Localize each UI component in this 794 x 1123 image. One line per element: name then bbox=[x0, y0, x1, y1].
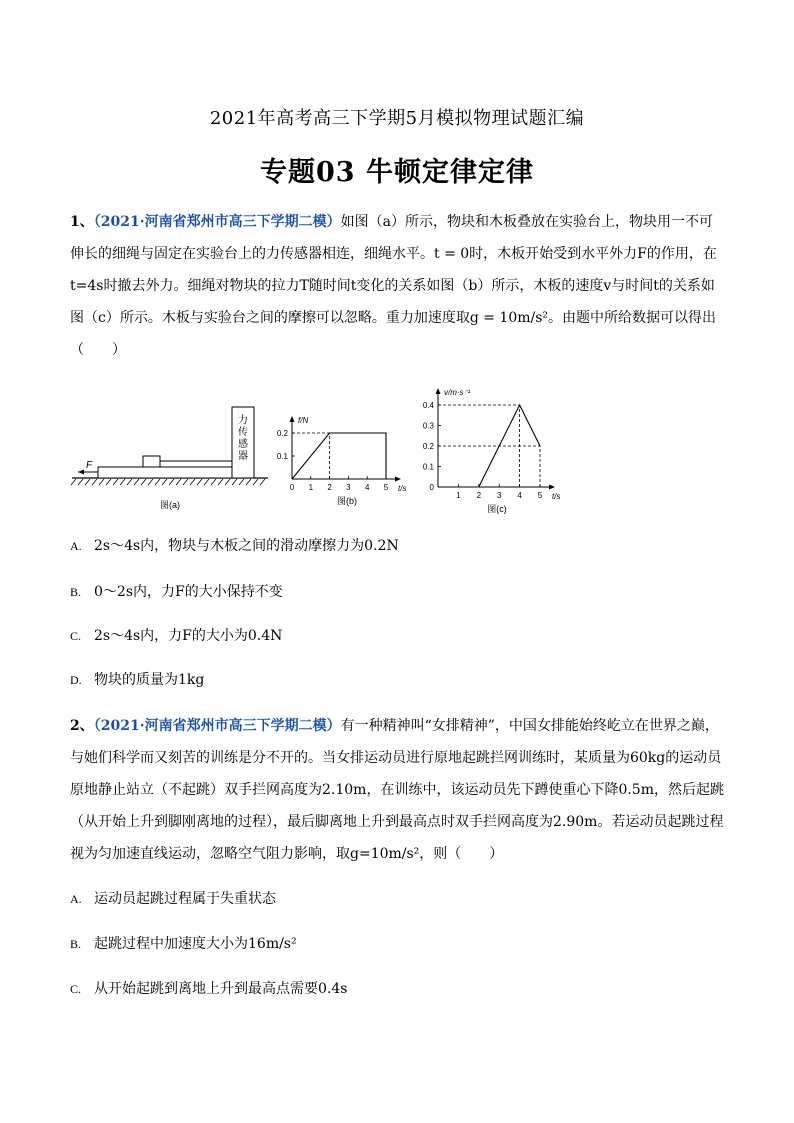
x-axis-arrow bbox=[395, 477, 401, 482]
y-tick-label: 0 bbox=[429, 483, 434, 492]
option-text: 2s～4s内，力F的大小为0.4N bbox=[94, 628, 283, 644]
option-c bbox=[70, 979, 730, 999]
y-tick-label: 0.1 bbox=[422, 462, 434, 472]
question-1-source: （2021·河南省郑州市高三下学期二模） bbox=[93, 214, 341, 230]
force-label: F bbox=[86, 460, 93, 471]
question-1-line: 伸长的细绳与固定在实验台上的力传感器相连，细绳水平。t = 0时，木板开始受到水平外力F的作用，在 bbox=[70, 246, 717, 262]
figure-caption: 图(c) bbox=[487, 504, 507, 514]
option-c bbox=[70, 626, 730, 646]
option-text: 2s～4s内，物块与木板之间的滑动摩擦力为0.2N bbox=[94, 538, 399, 554]
x-axis-arrow bbox=[549, 485, 555, 490]
y-tick-label: 0.3 bbox=[422, 421, 434, 431]
option-label: C. bbox=[70, 982, 82, 996]
x-tick-label: 5 bbox=[383, 483, 389, 492]
option-text: 0～2s内，力F的大小保持不变 bbox=[94, 584, 283, 600]
question-2-source: （2021·河南省郑州市高三下学期二模） bbox=[93, 718, 341, 734]
sensor-label: 力传感器 bbox=[238, 415, 248, 462]
question-1-line: t=4s时撤去外力。细绳对物块的拉力T随时间t变化的关系如图（b）所示，木板的速度v与时间t的关系如 bbox=[70, 278, 715, 294]
figure-c-chart bbox=[412, 388, 567, 517]
question-1-number: 1、 bbox=[70, 214, 94, 230]
question-2-line: （从开始上升到脚刚离地的过程），最后脚离地上升到最高点时双手拦网高度为2.90m。若运动员起跳过程 bbox=[70, 814, 724, 830]
y-tick-label: 0.2 bbox=[276, 429, 288, 438]
x-tick-label: 2 bbox=[327, 483, 332, 492]
option-a bbox=[70, 536, 730, 556]
question-1-line: （ ） bbox=[70, 342, 126, 358]
x-axis-label: t/s bbox=[398, 484, 407, 493]
option-b bbox=[70, 934, 730, 954]
x-tick-label: 3 bbox=[496, 491, 502, 500]
y-axis-label: f/N bbox=[298, 416, 309, 425]
y-tick-label: 0.2 bbox=[422, 442, 434, 451]
question-2-line: 有一种精神叫“女排精神”，中国女排能始终屹立在世界之巅， bbox=[340, 718, 719, 734]
option-label: A. bbox=[70, 892, 82, 906]
y-axis-arrow bbox=[290, 416, 295, 422]
y-axis-arrow bbox=[436, 388, 441, 394]
question-1-text bbox=[70, 206, 730, 366]
option-label: C. bbox=[70, 629, 82, 643]
data-series bbox=[292, 433, 386, 479]
x-tick-label: 1 bbox=[456, 491, 461, 500]
x-tick-label: 2 bbox=[476, 491, 482, 500]
option-b bbox=[70, 582, 730, 602]
x-tick-label: 4 bbox=[517, 491, 522, 500]
figure-a bbox=[68, 395, 274, 515]
question-2-line: 原地静止站立（不起跳）双手拦网高度为2.10m，在训练中，该运动员先下蹲使重心下降0.5m，然后起跳 bbox=[70, 782, 724, 798]
option-text: 从开始起跳到离地上升到最高点需要0.4s bbox=[94, 981, 348, 997]
figure-caption: 图(b) bbox=[337, 496, 357, 506]
block bbox=[143, 456, 160, 467]
figure-b-chart bbox=[278, 395, 423, 517]
option-text: 物块的质量为1kg bbox=[94, 672, 205, 688]
option-label: B. bbox=[70, 937, 82, 951]
board bbox=[98, 467, 248, 478]
x-tick-label: 3 bbox=[346, 483, 351, 492]
option-d bbox=[70, 670, 730, 690]
option-label: D. bbox=[70, 673, 82, 687]
y-tick-label: 0.4 bbox=[422, 401, 434, 410]
x-tick-label: 0 bbox=[289, 483, 295, 492]
option-label: A. bbox=[70, 539, 82, 553]
option-a bbox=[70, 889, 730, 909]
x-tick-label: 1 bbox=[308, 483, 314, 492]
question-2-text bbox=[70, 710, 730, 870]
question-1-line: 图（c）所示。木板与实验台之间的摩擦可以忽略。重力加速度取g = 10m/s²。由题中所给数据可以得出 bbox=[70, 310, 717, 326]
y-axis-label: v/m·s⁻¹ bbox=[444, 388, 471, 397]
option-text: 运动员起跳过程属于失重状态 bbox=[94, 891, 276, 907]
figure-a-caption: 图(a) bbox=[160, 500, 180, 510]
x-tick-label: 5 bbox=[537, 491, 543, 500]
document-subtitle: 2021年高考高三下学期5月模拟物理试题汇编 bbox=[209, 108, 585, 129]
question-1-line: 如图（a）所示，物块和木板叠放在实验台上，物块用一不可 bbox=[340, 214, 713, 230]
option-label: B. bbox=[70, 585, 82, 599]
question-2-number: 2、 bbox=[70, 718, 94, 734]
question-2-line: 视为匀加速直线运动，忽略空气阻力影响，取g=10m/s²，则（ ） bbox=[70, 846, 504, 862]
x-axis-label: t/s bbox=[552, 492, 561, 501]
y-tick-label: 0.1 bbox=[276, 452, 288, 461]
option-text: 起跳过程中加速度大小为16m/s² bbox=[94, 936, 297, 952]
document-title: 专题03 牛顿定律定律 bbox=[260, 157, 534, 188]
x-tick-label: 4 bbox=[364, 483, 370, 492]
question-2-line: 与她们科学而又刻苦的训练是分不开的。当女排运动员进行原地起跳拦网训练时，某质量为60kg的运动员 bbox=[70, 750, 722, 766]
